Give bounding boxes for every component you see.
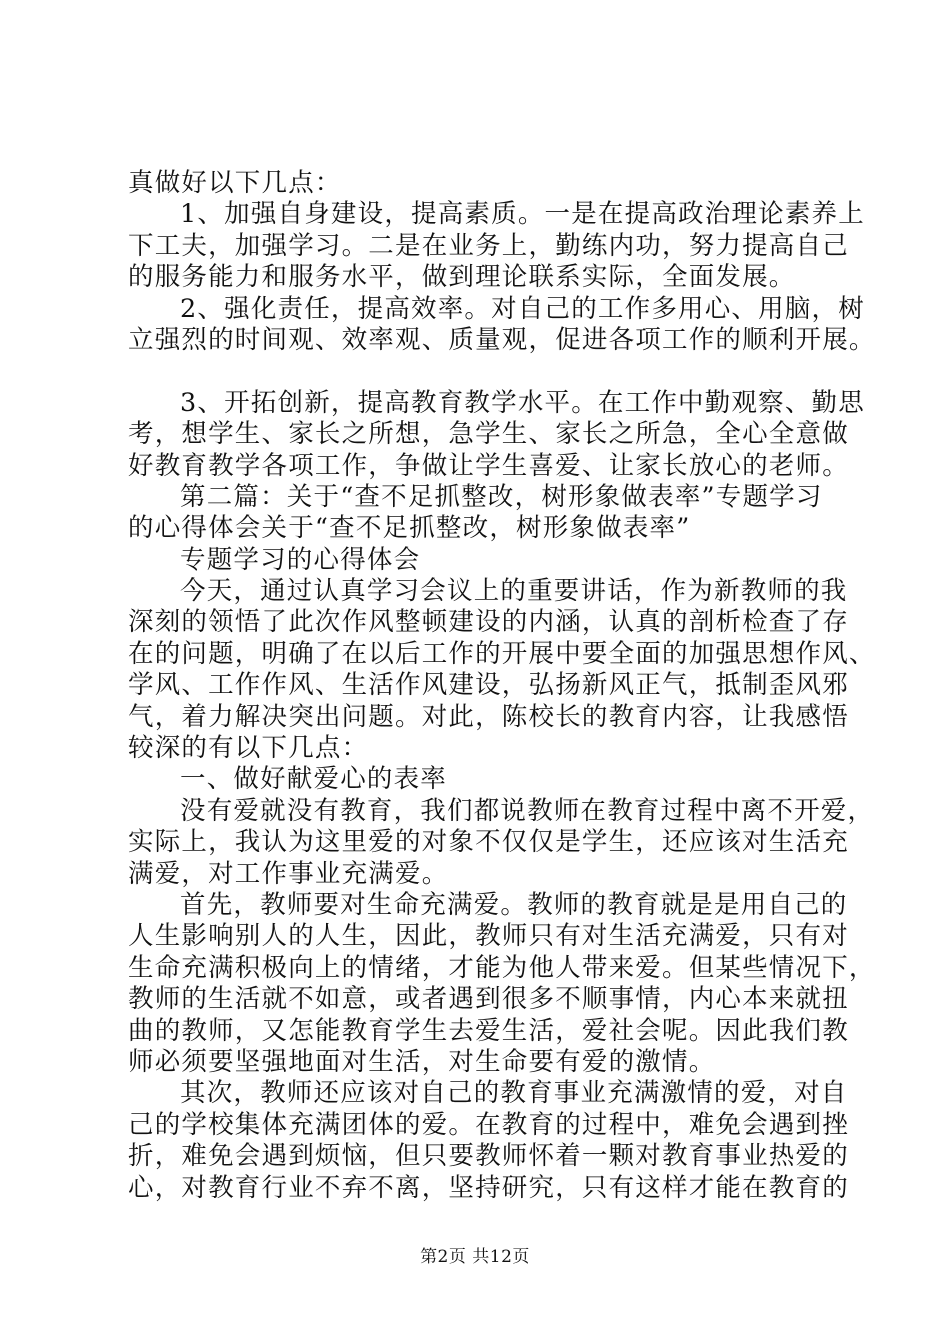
text-line: 下工夫，加强学习。二是在业务上，勤练内功，努力提高自己 xyxy=(128,230,849,261)
text-line: 第二篇：关于“查不足抓整改，树形象做表率”专题学习 xyxy=(180,481,823,512)
text-line: 生命充满积极向上的情绪，才能为他人带来爱。但某些情况下， xyxy=(128,952,876,983)
text-line: 1、加强自身建设，提高素质。一是在提高政治理论素养上 xyxy=(180,199,865,230)
text-line: 气，着力解决突出问题。对此，陈校长的教育内容，让我感悟 xyxy=(128,701,849,732)
text-line: 的心得体会关于“查不足抓整改，树形象做表率” xyxy=(128,513,691,544)
text-line: 真做好以下几点： xyxy=(128,168,342,198)
text-line: 一、做好献爱心的表率 xyxy=(180,764,448,795)
text-line: 己的学校集体充满团体的爱。在教育的过程中，难免会遇到挫 xyxy=(128,1109,849,1140)
text-line: 的服务能力和服务水平，做到理论联系实际，全面发展。 xyxy=(128,262,796,293)
text-line: 心，对教育行业不弃不离，坚持研究，只有这样才能在教育的 xyxy=(128,1172,849,1203)
text-line: 首先，教师要对生命充满爱。教师的教育就是是用自己的 xyxy=(180,889,848,920)
text-line: 2、强化责任，提高效率。对自己的工作多用心、用脑，树 xyxy=(180,293,865,324)
page-footer xyxy=(0,1242,950,1267)
text-line: 其次，教师还应该对自己的教育事业充满激情的爱，对自 xyxy=(180,1078,848,1109)
text-line: 人生影响别人的人生，因此，教师只有对生活充满爱，只有对 xyxy=(128,921,849,952)
text-line: 在的问题，明确了在以后工作的开展中要全面的加强思想作风、 xyxy=(128,638,876,669)
text-line: 师必须要坚强地面对生活，对生命要有爱的激情。 xyxy=(128,1046,716,1077)
page-number-label: 第2页 共12页 xyxy=(420,1247,530,1267)
text-line: 好教育教学各项工作，争做让学生喜爱、让家长放心的老师。 xyxy=(128,450,849,481)
text-line: 学风、工作作风、生活作风建设，弘扬新风正气，抵制歪风邪 xyxy=(128,670,849,701)
text-line: 折，难免会遇到烦恼，但只要教师怀着一颗对教育事业热爱的 xyxy=(128,1141,849,1172)
text-line: 满爱，对工作事业充满爱。 xyxy=(128,858,449,889)
text-line: 实际上，我认为这里爱的对象不仅仅是学生，还应该对生活充 xyxy=(128,827,849,858)
text-line: 考，想学生、家长之所想，急学生、家长之所急，全心全意做 xyxy=(128,419,849,450)
text-line: 深刻的领悟了此次作风整顿建设的内涵，认真的剖析检查了存 xyxy=(128,607,849,638)
document-body xyxy=(128,168,876,1204)
text-line: 教师的生活就不如意，或者遇到很多不顺事情，内心本来就扭 xyxy=(128,984,849,1015)
text-line: 较深的有以下几点： xyxy=(128,733,369,764)
blank-line xyxy=(128,356,850,387)
text-line: 没有爱就没有教育，我们都说教师在教育过程中离不开爱， xyxy=(180,795,875,826)
text-line: 立强烈的时间观、效率观、质量观，促进各项工作的顺利开展。 xyxy=(128,324,876,355)
text-line: 今天，通过认真学习会议上的重要讲话，作为新教师的我 xyxy=(180,576,848,607)
text-line: 曲的教师，又怎能教育学生去爱生活，爱社会呢。因此我们教 xyxy=(128,1015,849,1046)
text-line: 专题学习的心得体会 xyxy=(180,544,421,575)
text-line: 3、开拓创新，提高教育教学水平。在工作中勤观察、勤思 xyxy=(180,387,865,418)
